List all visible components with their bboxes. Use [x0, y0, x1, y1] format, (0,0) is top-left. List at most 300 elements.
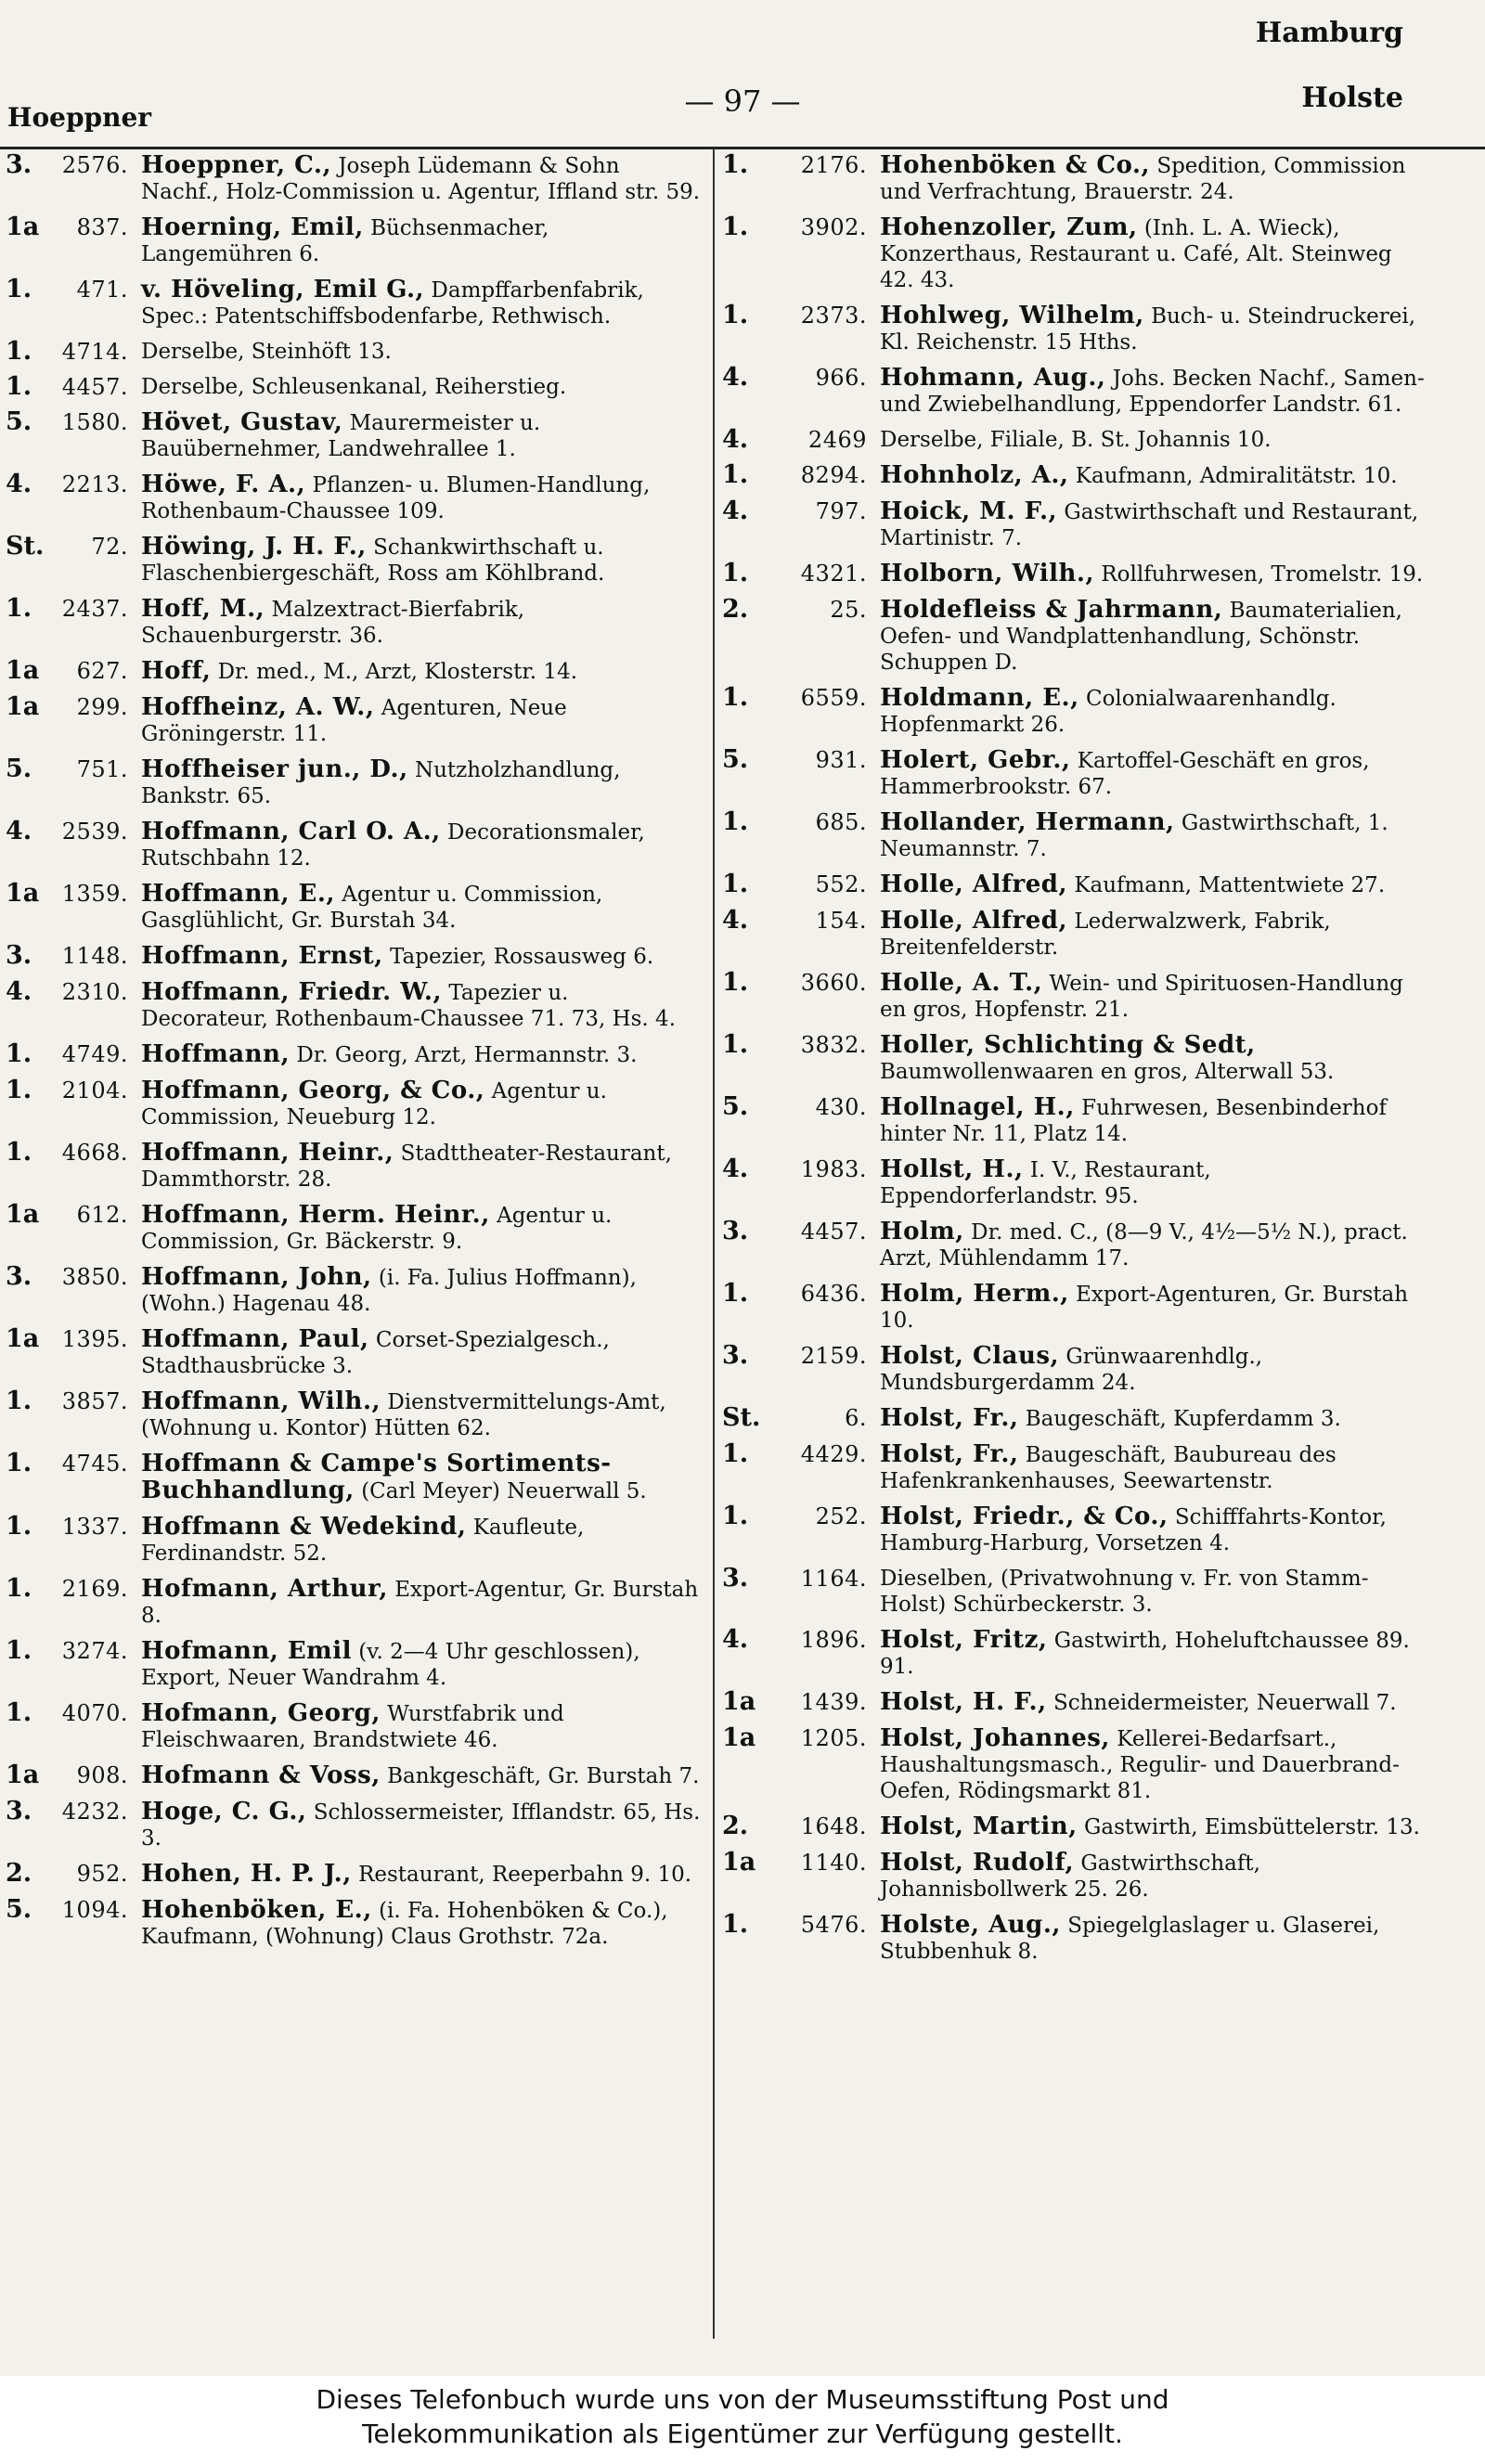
entry-text [141, 1326, 702, 1379]
exchange-class: 1a [722, 1848, 756, 1877]
header-last-entry: Holste [1301, 82, 1403, 114]
subscriber-details: Baugeschäft, Baubureau des Hafenkrankenhauses, Seewartenstr. [880, 1443, 1336, 1493]
subscriber-details: Kartoffel-Geschäft en gros, Hammerbrookstr. 67. [880, 749, 1370, 799]
subscriber-details: Agentur u. Commission, Neueburg 12. [141, 1079, 607, 1129]
entry-text [880, 1405, 1427, 1432]
phone-number: 4321. [800, 561, 867, 587]
entry-text [880, 303, 1427, 355]
subscriber-name: Hohmann, Aug., [880, 364, 1106, 392]
phone-number: 8294. [800, 462, 867, 488]
directory-entry [6, 409, 702, 462]
phone-number: 3902. [800, 214, 867, 240]
subscriber-details: Kaufmann, Admiralitätstr. 10. [1075, 464, 1398, 488]
directory-entry [722, 561, 1427, 587]
subscriber-details: Agenturen, Neue Gröningerstr. 11. [141, 696, 567, 746]
subscriber-name: Hollst, H., [880, 1155, 1024, 1183]
entry-text [880, 1725, 1427, 1804]
exchange-class: 1. [722, 213, 749, 241]
phone-number: 1164. [800, 1566, 867, 1592]
entry-text [141, 1638, 702, 1691]
subscriber-name: Holdmann, E., [880, 684, 1079, 712]
entry-text [880, 1912, 1427, 1965]
subscriber-details: Kaufleute, Ferdinandstr. 52. [141, 1516, 585, 1566]
exchange-class: 3. [6, 1797, 32, 1825]
exchange-class: 1a [6, 692, 40, 721]
subscriber-details: Bankgeschäft, Gr. Burstah 7. [387, 1764, 700, 1788]
directory-entry [6, 1897, 702, 1950]
subscriber-details: Dr. Georg, Arzt, Hermannstr. 3. [296, 1043, 638, 1067]
directory-entry [722, 462, 1427, 489]
entry-text [141, 339, 702, 365]
directory-entry [722, 1503, 1427, 1556]
exchange-class: 1. [6, 372, 32, 401]
exchange-class: 1. [722, 460, 749, 489]
entry-text [880, 597, 1427, 676]
subscriber-name: Holler, Schlichting & Sedt, [880, 1031, 1256, 1059]
exchange-class: 1. [722, 1502, 749, 1530]
directory-entry [722, 871, 1427, 898]
subscriber-name: Holst, Rudolf, [880, 1849, 1075, 1877]
subscriber-name: Hofmann, Georg, [141, 1699, 381, 1727]
phone-number: 2310. [61, 979, 128, 1005]
subscriber-details: Gastwirth, Hoheluftchaussee 89. 91. [880, 1629, 1410, 1679]
entry-text [880, 1441, 1427, 1494]
directory-entry [722, 685, 1427, 738]
directory-entry [722, 809, 1427, 862]
directory-entry [722, 1219, 1427, 1271]
entry-text [880, 1689, 1427, 1716]
exchange-class: 2. [6, 1859, 32, 1888]
subscriber-name: Hohlweg, Wilhelm, [880, 302, 1144, 329]
directory-entry [722, 970, 1427, 1023]
subscriber-name: Hoffmann, John, [141, 1263, 372, 1291]
exchange-class: 1. [722, 683, 749, 712]
directory-entry [722, 1032, 1427, 1085]
subscriber-details: Corset-Spezialgesch., Stadthausbrücke 3. [141, 1328, 610, 1378]
exchange-class: 4. [722, 1625, 749, 1654]
phone-number: 1094. [61, 1897, 128, 1923]
subscriber-name: Hoffmann, Heinr., [141, 1139, 394, 1167]
exchange-class: St. [6, 532, 45, 561]
exchange-class: 5. [6, 407, 32, 436]
exchange-class: St. [722, 1403, 761, 1432]
directory-entry [6, 1638, 702, 1691]
subscriber-name: Hohenböken & Co., [880, 151, 1150, 179]
subscriber-details: (v. 2—4 Uhr geschlossen), Export, Neuer Wandrahm 4. [141, 1640, 640, 1690]
exchange-class: 1. [6, 1636, 32, 1665]
subscriber-details: (Inh. L. A. Wieck), Konzerthaus, Restaurant u. Café, Alt. Steinweg 42. 43. [880, 216, 1392, 292]
directory-entry [6, 1202, 702, 1255]
entry-text [141, 1388, 702, 1441]
exchange-class: 1. [722, 559, 749, 587]
exchange-class: 1. [722, 1439, 749, 1468]
subscriber-name: Holst, H. F., [880, 1688, 1047, 1716]
phone-number: 4457. [800, 1219, 867, 1245]
entry-text [141, 534, 702, 587]
exchange-class: 1a [722, 1723, 756, 1752]
phone-number: 6436. [800, 1281, 867, 1307]
exchange-class: 4. [722, 906, 749, 935]
footer-notice [0, 2376, 1485, 2464]
directory-entry [722, 427, 1427, 453]
subscriber-name: Hoffmann, Friedr. W., [141, 978, 443, 1006]
subscriber-details: Colonialwaarenhandlg. Hopfenmarkt 26. [880, 687, 1336, 737]
page-number: — 97 — [684, 84, 801, 119]
phone-number: 837. [76, 214, 128, 240]
directory-entry [722, 1627, 1427, 1680]
subscriber-name: Hoffheinz, A. W., [141, 693, 375, 721]
subscriber-details: Baumwollenwaaren en gros, Alterwall 53. [880, 1060, 1335, 1084]
subscriber-details: Decorationsmaler, Rutschbahn 12. [141, 820, 645, 871]
entry-text [141, 1576, 702, 1629]
phone-number: 4232. [61, 1799, 128, 1825]
exchange-class: 1a [6, 656, 40, 685]
phone-number: 3832. [800, 1032, 867, 1058]
subscriber-name: v. Höveling, Emil G., [141, 276, 425, 303]
subscriber-name: Holst, Claus, [880, 1342, 1060, 1370]
directory-entry [6, 1077, 702, 1130]
phone-number: 2159. [800, 1343, 867, 1369]
exchange-class: 3. [6, 150, 32, 179]
phone-number: 4070. [61, 1700, 128, 1726]
subscriber-name: Hoffmann, Ernst, [141, 942, 383, 970]
subscriber-details: Tapezier, Rossausweg 6. [389, 945, 654, 969]
directory-entry [722, 1813, 1427, 1840]
subscriber-details: (i. Fa. Hohenböken & Co.), Kaufmann, (Wohnung) Claus Grothstr. 72a. [141, 1899, 668, 1949]
footer-line-1: Dieses Telefonbuch wurde uns von der Museumsstiftung Post und [316, 2384, 1169, 2415]
column-divider [713, 148, 715, 2339]
entry-text [141, 1700, 702, 1753]
subscriber-details: Grünwaarenhdlg., Mundsburgerdamm 24. [880, 1345, 1263, 1395]
subscriber-details: Rollfuhrwesen, Tromelstr. 19. [1101, 562, 1424, 587]
exchange-class: 1a [722, 1687, 756, 1716]
directory-entry [722, 1405, 1427, 1432]
phone-number: 1896. [800, 1627, 867, 1653]
subscriber-name: Hoffmann, Paul, [141, 1325, 369, 1353]
exchange-class: 1. [722, 870, 749, 898]
subscriber-name: Hoff, [141, 657, 212, 685]
entry-text [141, 1140, 702, 1193]
entry-text [141, 1514, 702, 1567]
subscriber-name: Holdefleiss & Jahrmann, [880, 596, 1223, 624]
subscriber-name: Holm, Herm., [880, 1280, 1069, 1308]
subscriber-name: Hohenzoller, Zum, [880, 213, 1138, 241]
entry-text [880, 152, 1427, 205]
entry-text [141, 409, 702, 462]
exchange-class: 1. [722, 1030, 749, 1059]
exchange-class: 1. [6, 1387, 32, 1415]
entry-text [880, 1627, 1427, 1680]
phone-number: 2213. [61, 471, 128, 497]
phone-number: 931. [815, 747, 867, 773]
directory-entry [6, 1762, 702, 1789]
phone-number: 797. [815, 498, 867, 524]
exchange-class: 4. [722, 363, 749, 392]
entry-text [141, 1077, 702, 1130]
directory-entry [6, 1700, 702, 1753]
entry-text [141, 1264, 702, 1317]
exchange-class: 1. [722, 150, 749, 179]
phone-number: 4714. [61, 339, 128, 365]
directory-entry [6, 1861, 702, 1888]
directory-entry [6, 979, 702, 1032]
subscriber-details: Schneidermeister, Neuerwall 7. [1052, 1691, 1397, 1715]
directory-entry [722, 303, 1427, 355]
subscriber-details: Stadttheater-Restaurant, Dammthorstr. 28. [141, 1142, 672, 1192]
subscriber-name: Hoffmann, E., [141, 880, 335, 908]
subscriber-details: Derselbe, Steinhöft 13. [141, 340, 392, 364]
directory-entry [722, 152, 1427, 205]
exchange-class: 3. [722, 1341, 749, 1370]
phone-number: 1337. [61, 1514, 128, 1540]
entry-text [141, 1897, 702, 1950]
subscriber-details: Gastwirthschaft, Johannisbollwerk 25. 26. [880, 1851, 1260, 1902]
subscriber-details: (Carl Meyer) Neuerwall 5. [361, 1479, 647, 1503]
entry-text [141, 1451, 702, 1504]
phone-number: 4429. [800, 1441, 867, 1467]
exchange-class: 4. [722, 425, 749, 454]
directory-entry [722, 597, 1427, 676]
directory-entry [722, 1094, 1427, 1147]
subscriber-name: Holste, Aug., [880, 1911, 1061, 1939]
subscriber-name: Hohen, H. P. J., [141, 1860, 352, 1888]
directory-entry [6, 374, 702, 400]
directory-entry [6, 1388, 702, 1441]
subscriber-details: Export-Agentur, Gr. Burstah 8. [141, 1578, 699, 1628]
phone-number: 952. [76, 1861, 128, 1887]
directory-entry [6, 756, 702, 809]
subscriber-details: Schlossermeister, Ifflandstr. 65, Hs. 3. [141, 1800, 701, 1851]
phone-number: 1648. [800, 1813, 867, 1839]
subscriber-name: Hoffmann & Campe's Sortiments-Buchhandlung, [141, 1450, 612, 1504]
entry-text [880, 809, 1427, 862]
subscriber-details: Tapezier u. Decorateur, Rothenbaum-Chaussee 71. 73, Hs. 4. [141, 981, 676, 1031]
subscriber-name: Holle, Alfred, [880, 871, 1068, 898]
exchange-class: 1a [6, 1200, 40, 1229]
header-first-entry: Hoeppner [7, 102, 152, 133]
subscriber-details: Wurstfabrik und Fleischwaaren, Brandstwiete 46. [141, 1702, 564, 1752]
directory-entry [6, 819, 702, 871]
directory-entry [6, 1264, 702, 1317]
subscriber-details: Baugeschäft, Kupferdamm 3. [1025, 1407, 1341, 1431]
subscriber-name: Hövet, Gustav, [141, 408, 343, 436]
subscriber-name: Holst, Martin, [880, 1813, 1078, 1840]
phone-number: 3857. [61, 1388, 128, 1414]
entry-text [141, 374, 702, 400]
subscriber-details: Spedition, Commission und Verfrachtung, Brauerstr. 24. [880, 154, 1406, 204]
subscriber-details: Agentur u. Commission, Gasglühlicht, Gr. Burstah 34. [141, 883, 603, 933]
directory-entry [722, 498, 1427, 551]
entry-text [880, 908, 1427, 961]
subscriber-name: Hoeppner, C., [141, 151, 332, 179]
subscriber-details: Schifffahrts-Kontor, Hamburg-Harburg, Vorsetzen 4. [880, 1505, 1387, 1555]
subscriber-name: Hoffmann, Wilh., [141, 1387, 381, 1415]
exchange-class: 1. [6, 594, 32, 623]
phone-number: 299. [76, 694, 128, 720]
entry-text [880, 214, 1427, 293]
directory-entry [6, 214, 702, 267]
subscriber-name: Hollnagel, H., [880, 1093, 1075, 1121]
exchange-class: 1. [6, 275, 32, 303]
exchange-class: 4. [722, 1155, 749, 1183]
subscriber-details: Gastwirthschaft, 1. Neumannstr. 7. [880, 811, 1388, 861]
exchange-class: 1. [6, 1698, 32, 1727]
subscriber-name: Hoffmann, Carl O. A., [141, 818, 441, 845]
entry-text [880, 747, 1427, 800]
subscriber-details: Dieselben, (Privatwohnung v. Fr. von Stamm-Holst) Schürbeckerstr. 3. [880, 1567, 1369, 1617]
exchange-class: 1a [6, 879, 40, 908]
entry-text [880, 871, 1427, 898]
entry-text [880, 365, 1427, 418]
subscriber-details: Export-Agenturen, Gr. Burstah 10. [880, 1283, 1409, 1333]
entry-text [880, 1094, 1427, 1147]
exchange-class: 2. [722, 595, 749, 624]
exchange-class: 2. [722, 1812, 749, 1840]
phone-number: 2104. [61, 1077, 128, 1103]
directory-entry [6, 471, 702, 524]
subscriber-details: Joseph Lüdemann & Sohn Nachf., Holz-Commission u. Agentur, Iffland str. 59. [141, 154, 701, 204]
directory-entry [6, 1326, 702, 1379]
exchange-class: 1. [6, 337, 32, 366]
entry-text [880, 1343, 1427, 1396]
directory-entry [722, 1281, 1427, 1334]
phone-number: 471. [76, 277, 128, 303]
subscriber-details: Restaurant, Reeperbahn 9. 10. [358, 1863, 692, 1887]
subscriber-details: Gastwirth, Eimsbüttelerstr. 13. [1084, 1815, 1420, 1839]
subscriber-name: Hollander, Hermann, [880, 808, 1175, 836]
directory-entry [722, 1156, 1427, 1209]
phone-number: 3274. [61, 1638, 128, 1664]
phone-number: 552. [815, 871, 867, 897]
subscriber-details: Kaufmann, Mattentwiete 27. [1074, 873, 1386, 897]
directory-entry [6, 596, 702, 649]
directory-entry [6, 658, 702, 685]
phone-number: 2437. [61, 596, 128, 622]
entry-text [141, 979, 702, 1032]
subscriber-details: Dr. med. C., (8—9 V., 4½—5½ N.), pract. Arzt, Mühlendamm 17. [880, 1220, 1408, 1271]
subscriber-name: Hoick, M. F., [880, 497, 1058, 525]
subscriber-name: Holst, Fr., [880, 1404, 1019, 1432]
exchange-class: 4. [6, 977, 32, 1006]
subscriber-name: Hoge, C. G., [141, 1798, 307, 1825]
exchange-class: 1. [722, 807, 749, 836]
subscriber-name: Hoffmann, Georg, & Co., [141, 1077, 485, 1104]
phone-number: 612. [76, 1202, 128, 1228]
subscriber-name: Hoffmann, [141, 1040, 290, 1068]
phone-number: 2576. [61, 152, 128, 178]
entry-text [880, 1281, 1427, 1334]
directory-entry [6, 534, 702, 587]
exchange-class: 1. [6, 1512, 32, 1541]
subscriber-details: Derselbe, Schleusenkanal, Reiherstieg. [141, 375, 567, 399]
exchange-class: 4. [722, 497, 749, 525]
subscriber-details: Dr. med., M., Arzt, Klosterstr. 14. [217, 660, 578, 684]
entry-text [880, 1032, 1427, 1085]
subscriber-details: Büchsenmacher, Langemühren 6. [141, 216, 549, 266]
subscriber-name: Holst, Johannes, [880, 1724, 1110, 1752]
entry-text [141, 943, 702, 970]
exchange-class: 1a [6, 1324, 40, 1353]
exchange-class: 5. [722, 745, 749, 774]
subscriber-details: Pflanzen- u. Blumen-Handlung, Rothenbaum-Chaussee 109. [141, 473, 651, 523]
directory-entry [6, 1140, 702, 1193]
entry-text [880, 685, 1427, 738]
phone-number: 908. [76, 1762, 128, 1788]
phone-number: 685. [815, 809, 867, 835]
subscriber-name: Hoffmann & Wedekind, [141, 1513, 467, 1541]
phone-number: 4745. [61, 1451, 128, 1477]
exchange-class: 1. [722, 301, 749, 329]
phone-number: 1140. [800, 1850, 867, 1876]
subscriber-details: Schankwirthschaft u. Flaschenbiergeschäft, Ross am Köhlbrand. [141, 535, 605, 586]
subscriber-details: Baumaterialien, Oefen- und Wandplattenhandlung, Schönstr. Schuppen D. [880, 599, 1402, 675]
subscriber-details: Dienstvermittelungs-Amt, (Wohnung u. Kontor) Hütten 62. [141, 1390, 666, 1440]
entry-text [141, 881, 702, 934]
directory-entry [6, 1451, 702, 1504]
directory-entry [6, 1514, 702, 1567]
entry-text [141, 1799, 702, 1851]
footer-line-2: Telekommunikation als Eigentümer zur Verfügung gestellt. [362, 2419, 1123, 2449]
subscriber-name: Holborn, Wilh., [880, 560, 1095, 587]
phone-number: 430. [815, 1094, 867, 1120]
phone-number: 627. [76, 658, 128, 684]
subscriber-details: Kellerei-Bedarfsart., Haushaltungsmasch., Regulir- und Dauerbrand-Oefen, Rödingsmarkt 81. [880, 1727, 1400, 1803]
entry-text [880, 498, 1427, 551]
phone-number: 4749. [61, 1041, 128, 1067]
directory-entry [722, 214, 1427, 293]
subscriber-name: Holert, Gebr., [880, 746, 1071, 774]
subscriber-name: Holst, Fr., [880, 1440, 1019, 1468]
subscriber-name: Holst, Friedr., & Co., [880, 1503, 1169, 1530]
exchange-class: 1. [6, 1449, 32, 1477]
exchange-class: 1. [6, 1039, 32, 1068]
directory-entry [6, 152, 702, 205]
subscriber-details: Nutzholzhandlung, Bankstr. 65. [141, 758, 621, 808]
phone-number: 1983. [800, 1156, 867, 1182]
entry-text [141, 819, 702, 871]
phone-number: 1205. [800, 1725, 867, 1751]
directory-entry [6, 1576, 702, 1629]
exchange-class: 1. [722, 1279, 749, 1308]
subscriber-details: Agentur u. Commission, Gr. Bäckerstr. 9. [141, 1204, 613, 1254]
subscriber-name: Hofmann & Voss, [141, 1761, 381, 1789]
exchange-class: 3. [722, 1564, 749, 1593]
exchange-class: 1a [6, 1761, 40, 1789]
subscriber-details: Gastwirthschaft und Restaurant, Martinistr. 7. [880, 500, 1419, 550]
directory-entry [722, 1343, 1427, 1396]
entry-text [141, 596, 702, 649]
subscriber-name: Hohnholz, A., [880, 461, 1069, 489]
phone-number: 751. [76, 756, 128, 782]
phone-number: 2373. [800, 303, 867, 329]
subscriber-name: Holle, Alfred, [880, 907, 1068, 935]
exchange-class: 1. [6, 1076, 32, 1104]
directory-entry [722, 1566, 1427, 1618]
subscriber-details: Wein- und Spirituosen-Handlung en gros, Hopfenstr. 21. [880, 972, 1403, 1022]
subscriber-name: Hofmann, Emil [141, 1637, 352, 1665]
entry-text [880, 1850, 1427, 1903]
entry-text [141, 694, 702, 747]
exchange-class: 4. [6, 470, 32, 498]
entry-text [141, 471, 702, 524]
directory-entry [722, 1850, 1427, 1903]
entry-text [141, 1861, 702, 1888]
exchange-class: 1. [722, 1910, 749, 1939]
phone-number: 6559. [800, 685, 867, 711]
subscriber-name: Hoerning, Emil, [141, 213, 364, 241]
directory-entry [722, 1725, 1427, 1804]
phone-number: 252. [815, 1503, 867, 1529]
